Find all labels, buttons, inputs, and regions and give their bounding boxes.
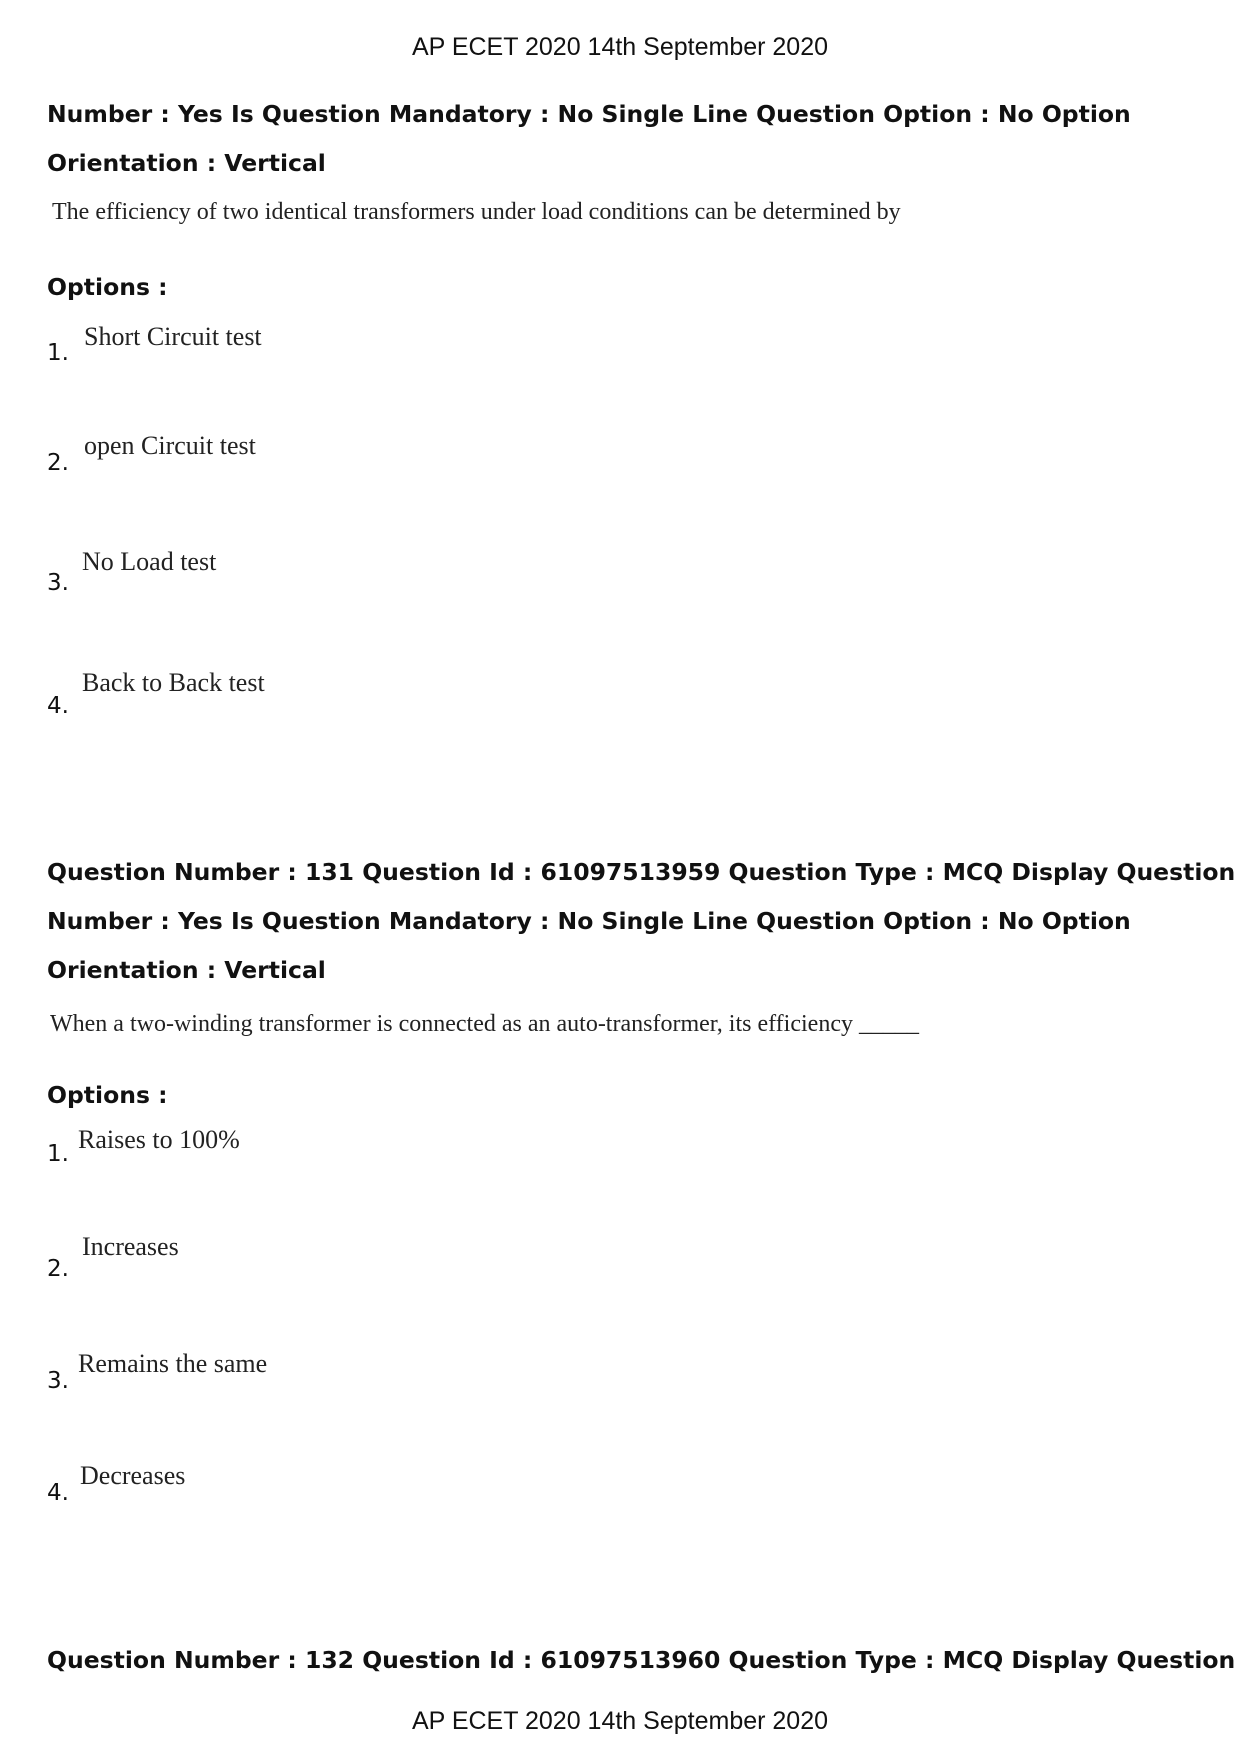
options-label: Options : — [47, 1081, 168, 1109]
option-text: Increases — [82, 1232, 179, 1261]
question-meta-line: Number : Yes Is Question Mandatory : No Single Line Question Option : No Option — [47, 907, 1131, 935]
question-meta-line: Orientation : Vertical — [47, 956, 326, 984]
option-number: 2. — [47, 450, 69, 476]
option-text: open Circuit test — [84, 431, 256, 460]
option-number: 4. — [47, 693, 69, 719]
page-header: AP ECET 2020 14th September 2020 — [411, 33, 829, 61]
question-meta-line: Question Number : 132 Question Id : 61097513960 Question Type : MCQ Display Question — [47, 1646, 1236, 1674]
option-number: 3. — [47, 570, 69, 596]
options-label: Options : — [47, 273, 168, 301]
question-meta-line: Question Number : 131 Question Id : 61097513959 Question Type : MCQ Display Question — [47, 858, 1236, 886]
option-text: Raises to 100% — [78, 1125, 240, 1154]
option-number: 2. — [47, 1256, 69, 1282]
option-number: 1. — [47, 340, 69, 366]
option-number: 3. — [47, 1368, 69, 1394]
option-number: 4. — [47, 1480, 69, 1506]
question-meta-line: Number : Yes Is Question Mandatory : No Single Line Question Option : No Option — [47, 100, 1131, 128]
option-text: Decreases — [80, 1461, 186, 1490]
option-text: Back to Back test — [82, 668, 265, 697]
option-text: Short Circuit test — [84, 322, 262, 351]
page-footer: AP ECET 2020 14th September 2020 — [411, 1707, 829, 1735]
option-text: Remains the same — [78, 1349, 268, 1378]
question-meta-line: Orientation : Vertical — [47, 149, 326, 177]
option-text: No Load test — [82, 547, 217, 576]
question-text: The efficiency of two identical transformers under load conditions can be determined by — [52, 199, 901, 225]
option-number: 1. — [47, 1141, 69, 1167]
question-text: When a two-winding transformer is connected as an auto-transformer, its efficiency _____ — [50, 1011, 919, 1037]
